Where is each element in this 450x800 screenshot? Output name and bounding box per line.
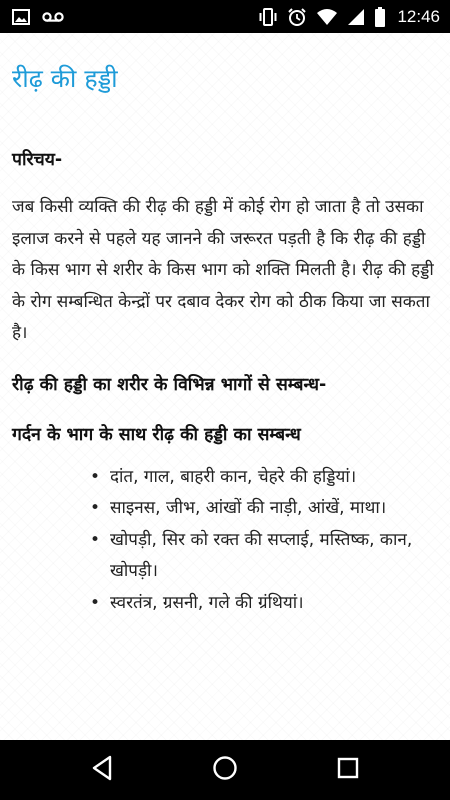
list-item-text: दांत, गाल, बाहरी कान, चेहरे की हड्डियां। bbox=[110, 466, 357, 487]
article-content[interactable] bbox=[0, 33, 450, 740]
bullet-icon: • bbox=[90, 466, 101, 487]
recents-icon bbox=[337, 757, 359, 783]
status-bar bbox=[0, 0, 450, 33]
status-left-icons bbox=[12, 9, 64, 25]
list-item bbox=[87, 588, 450, 620]
recents-button[interactable] bbox=[318, 740, 378, 800]
signal-icon bbox=[347, 8, 365, 26]
home-icon bbox=[212, 755, 238, 785]
list-item bbox=[87, 525, 450, 588]
list-item bbox=[87, 493, 450, 525]
body-parts-list bbox=[12, 462, 440, 620]
relation-heading: रीढ़ की हड्डी का शरीर के विभिन्न भागों से सम्बन्ध- bbox=[12, 374, 327, 395]
bullet-icon: • bbox=[90, 529, 101, 550]
intro-paragraph: जब किसी व्यक्ति की रीढ़ की हड्डी में कोई रोग हो जाता है तो उसका इलाज करने से पहले यह जानने की जरूरत पड़ती है कि रीढ़ की हड्डी के किस भाग से शरीर के किस भाग को शक्ति मिलती है। रीढ़ की हड्डी के रोग सम्बन्धित केन्द्रों पर दबाव देकर रोग को ठीक किया जा सकता है। bbox=[12, 197, 434, 343]
voicemail-icon bbox=[42, 11, 64, 23]
page-title: रीढ़ की हड्डी bbox=[12, 64, 118, 93]
bullet-icon: • bbox=[90, 592, 101, 613]
list-item-text: स्वरतंत्र, ग्रसनी, गले की ग्रंथियां। bbox=[110, 592, 304, 613]
bullet-icon: • bbox=[90, 498, 101, 518]
home-button[interactable] bbox=[195, 740, 255, 800]
alarm-icon bbox=[287, 7, 307, 27]
battery-icon bbox=[374, 7, 386, 27]
image-icon bbox=[12, 9, 30, 25]
list-item-text: खोपड़ी, सिर को रक्त की सप्लाई, मस्तिष्क, कान, खोपड़ी। bbox=[110, 529, 413, 581]
back-button[interactable] bbox=[72, 740, 132, 800]
intro-heading: परिचय- bbox=[12, 150, 63, 170]
status-clock: 12:46 bbox=[397, 6, 440, 26]
back-icon bbox=[90, 755, 114, 785]
status-right-icons bbox=[258, 7, 440, 27]
neck-heading: गर्दन के भाग के साथ रीढ़ की हड्डी का सम्बन्ध bbox=[12, 424, 301, 445]
list-item bbox=[87, 462, 450, 494]
wifi-icon bbox=[316, 8, 338, 26]
navigation-bar bbox=[0, 740, 450, 800]
vibrate-icon bbox=[258, 8, 278, 26]
list-item-text: साइनस, जीभ, आंखों की नाड़ी, आंखें, माथा। bbox=[110, 498, 387, 518]
